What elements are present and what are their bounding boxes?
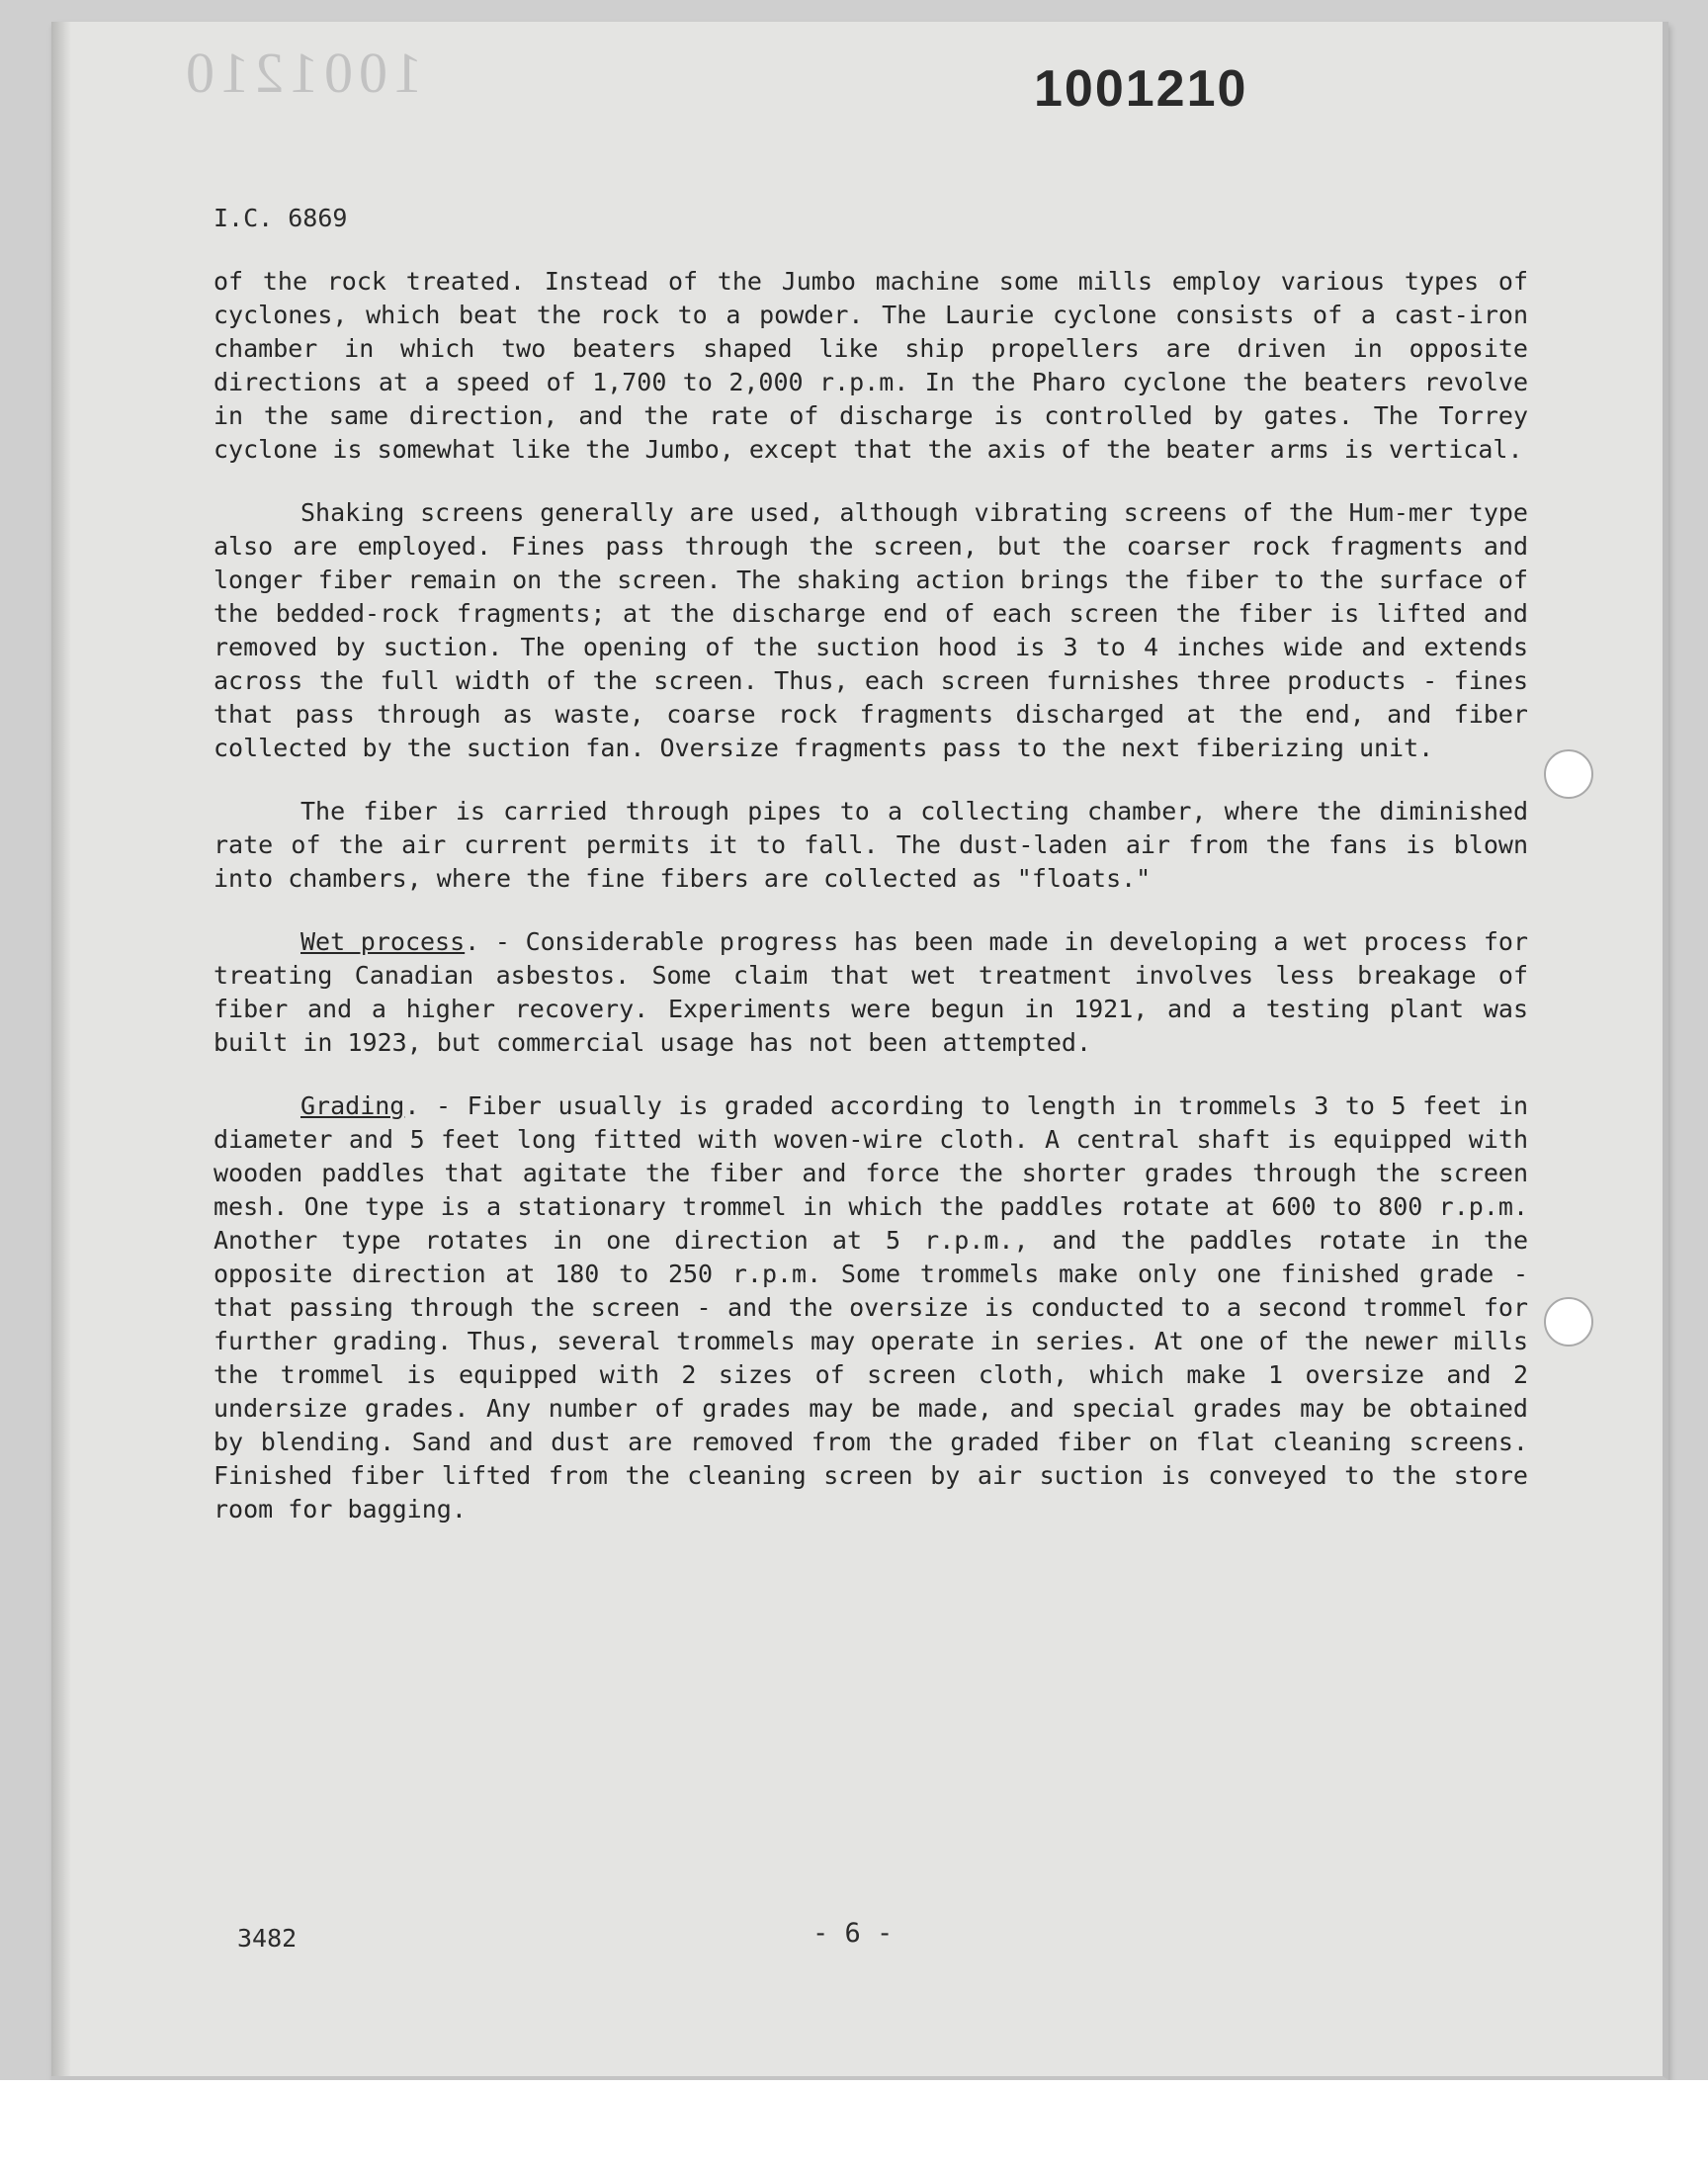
paragraph-grading — [214, 1089, 1528, 1526]
paragraph-shaking-screens: Shaking screens generally are used, although vibrating screens of the Hum-mer type also are employed. Fines pass through the screen, but the coarser rock fragments and longer fiber remain on the screen. The shaking action brings the fiber to the surface of the bedded-rock fragments; at the discharge end of each screen the fiber is lifted and removed by suction. The opening of the suction hood is 3 to 4 inches wide and extends across the full width of the screen. Thus, each screen furnishes three products - fines that pass through as waste, coarse rock fragments discharged at the end, and fiber collected by the suction fan. Oversize fragments pass to the next fiberizing unit. — [214, 498, 1528, 762]
paragraph-cyclones: of the rock treated. Instead of the Jumbo machine some mills employ various types of cyclones, which beat the rock to a powder. The Laurie cyclone consists of a cast-iron chamber in which two beaters shaped like ship propellers are driven in opposite directions at a speed of 1,700 to 2,000 r.p.m. In the Pharo cyclone the beaters revolve in the same direction, and the rate of discharge is controlled by gates. The Torrey cyclone is somewhat like the Jumbo, except that the axis of the beater arms is vertical. — [214, 267, 1528, 464]
document-body — [214, 265, 1528, 1556]
document-id: I.C. 6869 — [214, 204, 348, 232]
document-stamp-number: 1001210 — [1034, 60, 1248, 118]
footer-document-number: 3482 — [237, 1924, 298, 1953]
grading-heading: Grading — [300, 1091, 405, 1120]
paragraph-fiber-collection: The fiber is carried through pipes to a collecting chamber, where the diminished rate of the air current permits it to fall. The dust-laden air from the fans is blown into chambers, where the fine fibers are collected as "floats." — [214, 797, 1528, 893]
bleed-through-stamp: 1001210 — [180, 41, 422, 105]
punch-hole-lower — [1544, 1297, 1593, 1347]
wet-process-text: . - Considerable progress has been made in developing a wet process for treating Canadian asbestos. Some claim that wet treatment involves less breakage of fiber and a higher recovery. Experiments were begun in 1921, and a testing plant was built in 1923, but commercial usage has not been attempted. — [214, 927, 1528, 1057]
punch-hole-upper — [1544, 749, 1593, 799]
page-fold-shadow — [51, 22, 71, 2076]
paragraph-wet-process — [214, 925, 1528, 1060]
scanner-margin — [0, 2080, 1708, 2175]
grading-text: . - Fiber usually is graded according to length in trommels 3 to 5 feet in diameter and 5 feet long fitted with woven-wire cloth. A central shaft is equipped with wooden paddles that agitate the fiber and force the shorter grades through the screen mesh. One type is a stationary trommel in which the paddles rotate at 600 to 800 r.p.m. Another type rotates in one direction at 5 r.p.m., and the paddles rotate in the opposite direction at 180 to 250 r.p.m. Some trommels make only one finished grade - that passing through the screen - and the oversize is conducted to a second trommel for further grading. Thus, several trommels may operate in series. At one of the newer mills the trommel is equipped with 2 sizes of screen cloth, which make 1 oversize and 2 undersize grades. Any number of grades may be made, and special grades may be obtained by blending. Sand and dust are removed from the graded fiber on flat cleaning screens. Finished fiber lifted from the cleaning screen by air suction is conveyed to the store room for bagging. — [214, 1091, 1528, 1523]
page-number: - 6 - — [812, 1918, 894, 1949]
wet-process-heading: Wet process — [300, 927, 466, 956]
